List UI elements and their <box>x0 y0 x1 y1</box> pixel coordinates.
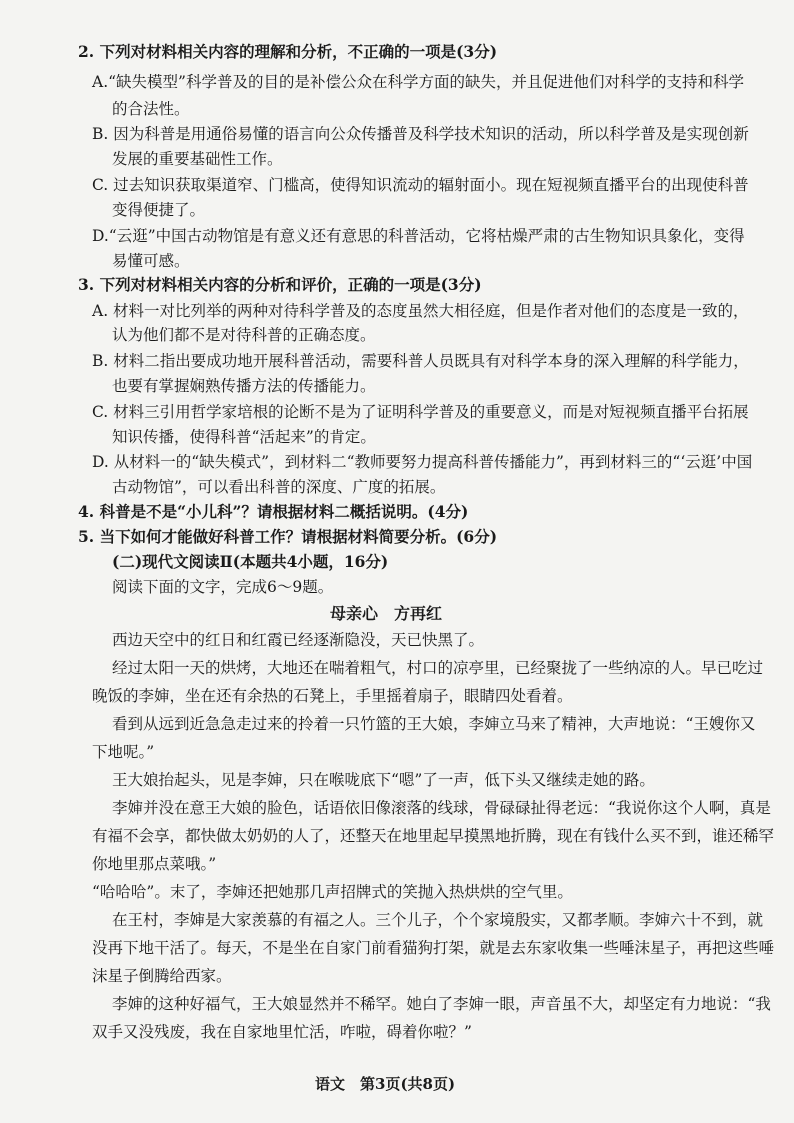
question-4: 4. 科普是不是“小儿科”？请根据材料二概括说明。(4分) <box>78 502 469 521</box>
option-c: C. 材料三引用哲学家培根的论断不是为了证明科学普及的重要意义，而是对短视频直播平台拓展 <box>92 403 749 421</box>
story-paragraph: 王大娘抬起头，见是李婶，只在喉咙底下“嗯”了一声，低下头又继续走她的路。 <box>112 771 655 789</box>
option-b: B. 材料二指出要成功地开展科普活动，需要科普人员既具有对科学本身的深入理解的科学能力， <box>92 352 749 370</box>
story-paragraph: 看到从远到近急急走过来的拎着一只竹篮的王大娘，李婶立马来了精神，大声地说：“王嫂你又 <box>112 715 756 733</box>
story-paragraph-continued: 晚饭的李婶，坐在还有余热的石凳上，手里摇着扇子，眼睛四处看着。 <box>92 687 573 705</box>
story-paragraph-continued: 双手又没残废，我在自家地里忙活，咋啦，碍着你啦？” <box>92 1023 472 1041</box>
page-footer: 语文 第3页(共8页) <box>315 1075 456 1093</box>
option-a-continued: 认为他们都不是对待科普的正确态度。 <box>112 326 376 344</box>
option-b-continued: 也要有掌握娴熟传播方法的传播能力。 <box>112 377 376 395</box>
story-paragraph: 在王村，李婶是大家羡慕的有福之人。三个儿子，个个家境殷实，又都孝顺。李婶六十不到，就 <box>112 911 764 929</box>
option-c-continued: 变得便捷了。 <box>112 201 206 219</box>
story-paragraph: 李婶的这种好福气，王大娘显然并不稀罕。她白了李婶一眼，声音虽不大，却坚定有力地说：“我 <box>112 995 771 1013</box>
question-stem: 2. 下列对材料相关内容的理解和分析，不正确的一项是(3分) <box>78 42 498 61</box>
option-a-continued: 的合法性。 <box>112 100 190 118</box>
option-b-continued: 发展的重要基础性工作。 <box>112 150 283 168</box>
story-paragraph: “哈哈哈”。末了，李婶还把她那几声招牌式的笑抛入热烘烘的空气里。 <box>92 883 573 901</box>
story-paragraph-continued: 你地里那点菜哦。” <box>92 855 217 873</box>
option-c-continued: 知识传播，使得科普“活起来”的肯定。 <box>112 428 376 446</box>
story-paragraph-continued: 沫星子倒腾给西家。 <box>92 967 232 985</box>
story-paragraph-continued: 没再下地干活了。每天，不是坐在自家门前看猫狗打架，就是去东家收集一些唾沫星子，再把这些唾 <box>92 939 775 957</box>
option-d-continued: 易懂可感。 <box>112 252 190 270</box>
option-d-continued: 古动物馆”，可以看出科普的深度、广度的拓展。 <box>112 478 446 496</box>
option-a: A.“缺失模型”科学普及的目的是补偿公众在科学方面的缺失，并且促进他们对科学的支持和科学 <box>92 73 744 91</box>
option-d: D. 从材料一的“缺失模式”，到材料二“教师要努力提高科普传播能力”，再到材料三的“‘云逛’中国 <box>92 453 753 471</box>
section-instruction: 阅读下面的文字，完成6～9题。 <box>112 578 334 596</box>
story-paragraph-continued: 下地呢。” <box>92 743 155 761</box>
story-paragraph-continued: 有福不会享，都快做太奶奶的人了，还整天在地里起早摸黑地折腾，现在有钱什么买不到，谁还稀罕 <box>92 827 775 845</box>
option-b: B. 因为科普是用通俗易懂的语言向公众传播普及科学技术知识的活动，所以科学普及是实现创新 <box>92 125 749 143</box>
question-stem: 3. 下列对材料相关内容的分析和评价，正确的一项是(3分) <box>78 275 482 294</box>
option-d: D.“云逛”中国古动物馆是有意义还有意思的科普活动，它将枯燥严肃的古生物知识具象化，变得 <box>92 227 745 245</box>
question-5: 5. 当下如何才能做好科普工作？请根据材料简要分析。(6分) <box>78 527 498 546</box>
story-title: 母亲心 方再红 <box>330 604 443 623</box>
option-c: C. 过去知识获取渠道窄、门槛高，使得知识流动的辐射面小。现在短视频直播平台的出现使科普 <box>92 176 749 194</box>
story-paragraph: 李婶并没在意王大娘的脸色，话语依旧像滚落的线球，骨碌碌扯得老远：“我说你这个人啊，真是 <box>112 799 771 817</box>
story-paragraph: 西边天空中的红日和红霞已经逐渐隐没，天已快黑了。 <box>112 631 485 649</box>
story-paragraph: 经过太阳一天的烘烤，大地还在喘着粗气，村口的凉亭里，已经聚拢了一些纳凉的人。早已吃过 <box>112 659 764 677</box>
section-heading: (二)现代文阅读Ⅱ(本题共4小题，16分) <box>112 552 389 571</box>
option-a: A. 材料一对比列举的两种对待科学普及的态度虽然大相径庭，但是作者对他们的态度是一致的， <box>92 302 749 320</box>
